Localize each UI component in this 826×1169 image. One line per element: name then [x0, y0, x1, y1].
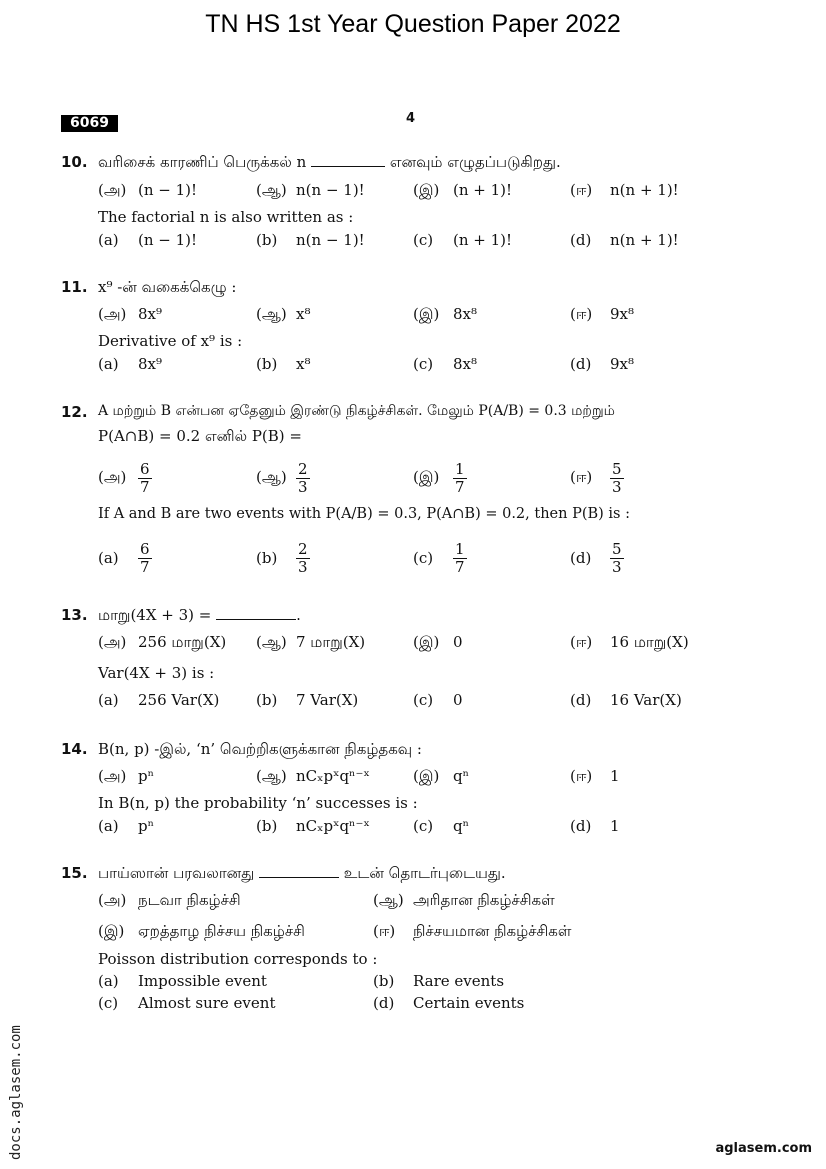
- option[interactable]: (அ) pⁿ: [98, 767, 155, 785]
- question-12-tamil-options: [98, 455, 738, 499]
- option[interactable]: (ஈ) நிச்சயமான நிகழ்ச்சிகள்: [373, 922, 572, 940]
- option[interactable]: (d) 9x⁸: [570, 355, 635, 373]
- fraction: $\frac{1}{7}$: [455, 459, 465, 496]
- option[interactable]: (a) Impossible event: [98, 972, 267, 990]
- option[interactable]: (ஆ) x⁸: [256, 305, 311, 323]
- option[interactable]: (ஈ) 1: [570, 767, 620, 785]
- question-number-15: 15.: [61, 864, 88, 882]
- option[interactable]: (d) $\frac{5}{3}$: [570, 539, 622, 576]
- question-12-tamil-line1: A மற்றும் B என்பன ஏதேனும் இரண்டு நிகழ்ச்சிகள். மேலும் P(A/B) = 0.3 மற்றும்: [98, 403, 615, 419]
- option[interactable]: (d) 16 Var(X): [570, 691, 682, 709]
- question-14-english: In B(n, p) the probability ‘n’ successes is :: [98, 794, 418, 812]
- option[interactable]: (c) (n + 1)!: [413, 231, 513, 249]
- option[interactable]: (ஆ) $\frac{2}{3}$: [256, 459, 308, 496]
- option[interactable]: (ஆ) 7 மாறு(X): [256, 633, 366, 651]
- question-10-english-options: [98, 231, 738, 255]
- option[interactable]: (c) qⁿ: [413, 817, 470, 835]
- question-number-12: 12.: [61, 403, 88, 421]
- option[interactable]: (இ) qⁿ: [413, 767, 470, 785]
- option[interactable]: (ஈ) $\frac{5}{3}$: [570, 459, 622, 496]
- fraction: $\frac{5}{3}$: [612, 539, 622, 576]
- option[interactable]: (அ) 8x⁹: [98, 305, 163, 323]
- option[interactable]: (b) x⁸: [256, 355, 311, 373]
- fraction: $\frac{5}{3}$: [612, 459, 622, 496]
- question-14-english-options: [98, 817, 738, 841]
- option[interactable]: (a) $\frac{6}{7}$: [98, 539, 150, 576]
- option[interactable]: (இ) ஏறத்தாழ நிச்சய நிகழ்ச்சி: [98, 922, 305, 940]
- option[interactable]: (b) Rare events: [373, 972, 505, 990]
- option[interactable]: (c) Almost sure event: [98, 994, 276, 1012]
- question-10-tamil-options: [98, 181, 738, 205]
- option[interactable]: (ஈ) 16 மாறு(X): [570, 633, 689, 651]
- option[interactable]: (b) $\frac{2}{3}$: [256, 539, 308, 576]
- option[interactable]: (c) 8x⁸: [413, 355, 478, 373]
- option[interactable]: (d) 1: [570, 817, 620, 835]
- option[interactable]: (இ) 0: [413, 633, 463, 651]
- option[interactable]: (a) pⁿ: [98, 817, 155, 835]
- question-14-tamil-options: [98, 767, 738, 791]
- option[interactable]: (ஈ) 9x⁸: [570, 305, 635, 323]
- option[interactable]: (ஆ) n(n − 1)!: [256, 181, 365, 199]
- question-number-10: 10.: [61, 153, 88, 171]
- option[interactable]: (இ) 8x⁸: [413, 305, 478, 323]
- option[interactable]: (அ) 256 மாறு(X): [98, 633, 227, 651]
- option[interactable]: (a) (n − 1)!: [98, 231, 198, 249]
- fraction: $\frac{2}{3}$: [298, 539, 308, 576]
- question-15-english: Poisson distribution corresponds to :: [98, 950, 378, 968]
- option[interactable]: (b) n(n − 1)!: [256, 231, 365, 249]
- question-11-tamil: x⁹ -ன் வகைக்கெழு :: [98, 278, 237, 296]
- question-11-english: Derivative of x⁹ is :: [98, 332, 243, 350]
- question-12-english-options: [98, 535, 738, 579]
- option[interactable]: (ஈ) n(n + 1)!: [570, 181, 679, 199]
- question-11-tamil-options: [98, 305, 738, 329]
- option[interactable]: (a) 256 Var(X): [98, 691, 220, 709]
- paper-code-badge: 6069: [61, 115, 118, 132]
- question-13-english: Var(4X + 3) is :: [98, 664, 215, 682]
- option[interactable]: (அ) நடவா நிகழ்ச்சி: [98, 891, 241, 909]
- fraction: $\frac{1}{7}$: [455, 539, 465, 576]
- question-15-tamil-options-row2: [98, 922, 738, 946]
- question-number-13: 13.: [61, 606, 88, 624]
- option[interactable]: (d) Certain events: [373, 994, 525, 1012]
- question-13-english-options: [98, 691, 738, 715]
- option[interactable]: (அ) (n − 1)!: [98, 181, 198, 199]
- option[interactable]: (b) 7 Var(X): [256, 691, 359, 709]
- page-title: TN HS 1st Year Question Paper 2022: [205, 10, 621, 38]
- option[interactable]: (b) nCₓpˣqⁿ⁻ˣ: [256, 817, 370, 835]
- question-11-english-options: [98, 355, 738, 379]
- option[interactable]: (c) 0: [413, 691, 463, 709]
- option[interactable]: (ஆ) nCₓpˣqⁿ⁻ˣ: [256, 767, 370, 785]
- question-15-english-options-row2: [98, 994, 738, 1018]
- question-14-tamil: B(n, p) -இல், ‘n’ வெற்றிகளுக்கான நிகழ்தகவு :: [98, 740, 422, 758]
- option[interactable]: (இ) (n + 1)!: [413, 181, 513, 199]
- footer-brand: aglasem.com: [715, 1141, 812, 1156]
- question-15-tamil: பாய்ஸான் பரவலானது உடன் தொடர்புடையது.: [98, 864, 506, 882]
- page-number: 4: [406, 111, 416, 126]
- question-13-tamil-options: [98, 633, 738, 657]
- question-10-tamil: வரிசைக் காரணிப் பெருக்கல் n எனவும் எழுதப்படுகிறது.: [98, 153, 561, 171]
- option[interactable]: (a) 8x⁹: [98, 355, 163, 373]
- option[interactable]: (d) n(n + 1)!: [570, 231, 679, 249]
- fraction: $\frac{6}{7}$: [140, 459, 150, 496]
- side-watermark: docs.aglasem.com: [8, 1025, 24, 1160]
- question-12-english: If A and B are two events with P(A/B) = 0.3, P(A∩B) = 0.2, then P(B) is :: [98, 506, 630, 522]
- option[interactable]: (அ) $\frac{6}{7}$: [98, 459, 150, 496]
- question-15-english-options-row1: [98, 972, 738, 996]
- question-number-14: 14.: [61, 740, 88, 758]
- question-15-tamil-options-row1: [98, 891, 738, 915]
- question-number-11: 11.: [61, 278, 88, 296]
- question-10-english: The factorial n is also written as :: [98, 208, 354, 226]
- fraction: $\frac{2}{3}$: [298, 459, 308, 496]
- option[interactable]: (c) $\frac{1}{7}$: [413, 539, 465, 576]
- option[interactable]: (ஆ) அரிதான நிகழ்ச்சிகள்: [373, 891, 555, 909]
- fraction: $\frac{6}{7}$: [140, 539, 150, 576]
- question-13-tamil: மாறு(4X + 3) = .: [98, 606, 301, 624]
- question-12-tamil-line2: P(A∩B) = 0.2 எனில் P(B) =: [98, 427, 302, 445]
- option[interactable]: (இ) $\frac{1}{7}$: [413, 459, 465, 496]
